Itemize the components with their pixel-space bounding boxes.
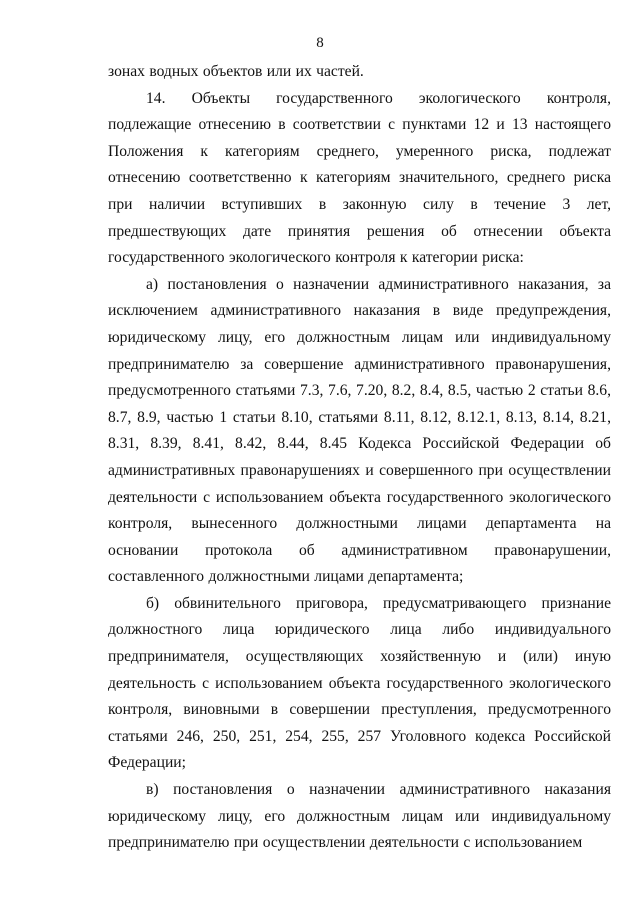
document-body [108,59,611,857]
paragraph-item-14: 14. Объекты государственного экологического контроля, подлежащие отнесению в соответствии с пунктами 12 и 13 настоящего Положения к категориям среднего, умеренного риска, подлежат отнесению соответственно к категориям значительного, среднего риска при наличии вступивших в законную силу в течение 3 лет, предшествующих дате принятия решения об отнесении объекта государственного экологического контроля к категории риска: [108,89,611,267]
paragraph-subitem-a: а) постановления о назначении административного наказания, за исключением административного наказания в виде предупреждения, юридическому лицу, его должностным лицам или индивидуальному предпринимателю за совершение административного правонарушения, предусмотренного статьями 7.3, 7.6, 7.20, 8.2, 8.4, 8.5, частью 2 статьи 8.6, 8.7, 8.9, частью 1 статьи 8.10, статьями 8.11, 8.12, 8.12.1, 8.13, 8.14, 8.21, 8.31, 8.39, 8.41, 8.42, 8.44, 8.45 Кодекса Российской Федерации об административных правонарушениях и совершенного при осуществлении деятельности с использованием объекта государственного экологического контроля, вынесенного должностными лицами департамента на основании протокола об административном правонарушении, составленного должностными лицами департамента; [108,275,611,586]
paragraph-subitem-b: б) обвинительного приговора, предусматривающего признание должностного лица юридического лица либо индивидуального предпринимателя, осуществляющих хозяйственную и (или) иную деятельность с использованием объекта государственного экологического контроля, виновными в совершении преступления, предусмотренного статьями 246, 250, 251, 254, 255, 257 Уголовного кодекса Российской Федерации; [108,594,611,772]
paragraph-subitem-v: в) постановления о назначении административного наказания юридическому лицу, его должностным лицам или индивидуальному предпринимателю при осуществлении деятельности с использованием [108,781,611,852]
paragraph-continuation: зонах водных объектов или их частей. [108,63,364,80]
page-number: 8 [316,35,324,51]
